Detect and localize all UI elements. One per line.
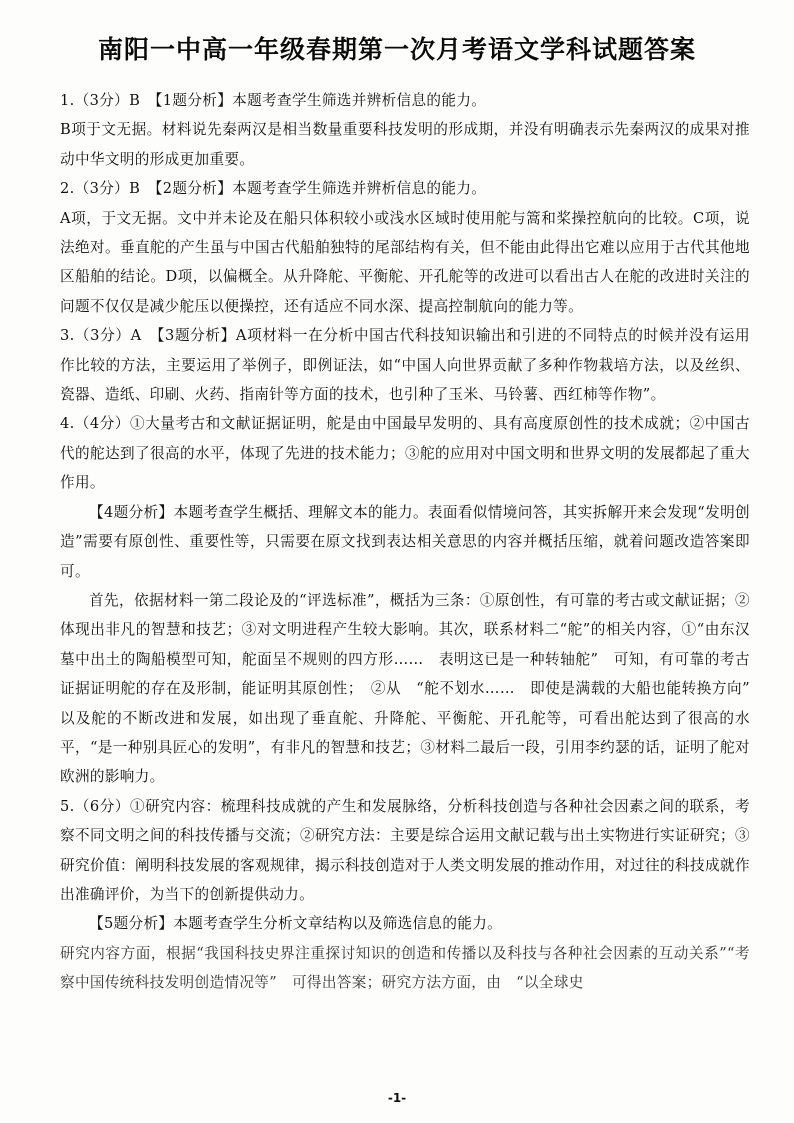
answer-5-analysis-detail: 研究内容方面，根据“我国科技史界注重探讨知识的创造和传播以及科技与各种社会因素的互动关系”“考察中国传统科技发明创造情况等” 可得出答案；研究方法方面，由 “以全球史	[60, 944, 750, 992]
answer-1-header: 1.（3分）B 【1题分析】本题考查学生筛选并辨析信息的能力。	[60, 92, 487, 109]
answer-4: 4.（4分）①大量考古和文献证据证明，舵是由中国最早发明的、具有高度原创性的技术成就；②中国古代的舵达到了很高的水平，体现了先进的技术能力；③舵的应用对中国文明和世界文明的发展都起了重大作用。	[60, 415, 750, 492]
answer-5-analysis: 【5题分析】本题考查学生分析文章结构以及筛选信息的能力。	[89, 915, 503, 933]
answer-2-explanation: A项，于文无据。文中并未论及在船只体积较小或浅水区域时使用舵与篙和桨操控航向的比较。C项，说法绝对。垂直舵的产生虽与中国古代船舶独特的尾部结构有关，但不能由此得出它难以应用于古代其他地区船舶的结论。D项，以偏概全。从升降舵、平衡舵、开孔舵等的改进可以看出古人在舵的改进时关注的问题不仅仅是减少舵压以便操控，还有适应不同水深、提高控制航向的能力等。	[60, 209, 750, 315]
answer-4-analysis: 【4题分析】本题考查学生概括、理解文本的能力。表面看似情境问答，其实拆解开来会发现“发明创造”需要有原创性、重要性等，只需要在原文找到表达相关意思的内容并概括压缩，就着问题改造答案即可。	[60, 503, 750, 580]
answer-3: 3.（3分）A 【3题分析】A项材料一在分析中国古代科技知识输出和引进的不同特点的时候并没有运用作比较的方法，主要运用了举例子，即例证法，如“中国人向世界贡献了多种作物栽培方法，以及丝织、瓷器、造纸、印刷、火药、指南针等方面的技术，也引种了玉米、马铃薯、西红柿等作物”。	[60, 327, 750, 404]
page-number: -1-	[387, 1091, 407, 1105]
page-title: 南阳一中高一年级春期第一次月考语文学科试题答案	[97, 35, 696, 64]
answer-body	[60, 86, 765, 998]
answer-2-header: 2.（3分）B 【2题分析】本题考查学生筛选并辨析信息的能力。	[60, 180, 487, 198]
answer-1-explanation: B项于文无据。材料说先秦两汉是相当数量重要科技发明的形成期，并没有明确表示先秦两汉的成果对推动中华文明的形成更加重要。	[60, 121, 750, 168]
answer-5: 5.（6分）①研究内容：梳理科技成就的产生和发展脉络，分析科技创造与各种社会因素之间的联系，考察不同文明之间的科技传播与交流；②研究方法：主要是综合运用文献记载与出土实物进行实证研究；③研究价值：阐明科技发展的客观规律，揭示科技创造对于人类文明发展的推动作用，对过往的科技成就作出准确评价，为当下的创新提供动力。	[60, 797, 750, 903]
answer-4-analysis-detail: 首先，依据材料一第二段论及的“评选标准”，概括为三条：①原创性，有可靠的考古或文献证据；②体现出非凡的智慧和技艺；③对文明进程产生较大影响。其次，联系材料二“舵”的相关内容，①“由东汉墓中出土的陶船模型可知，舵面呈不规则的四方形…… 表明这已是一种转轴舵” 可知，有可靠的考古证据证明舵的存在及形制，能证明其原创性； ②从 “舵不划水…… 即使是满载的大船也能转换方向” 以及舵的不断改进和发展，如出现了垂直舵、升降舵、平衡舵、开孔舵等，可看出舵达到了很高的水平，“是一种别具匠心的发明”，有非凡的智慧和技艺；③材料二最后一段，引用李约瑟的话，证明了舵对欧洲的影响力。	[60, 591, 765, 786]
